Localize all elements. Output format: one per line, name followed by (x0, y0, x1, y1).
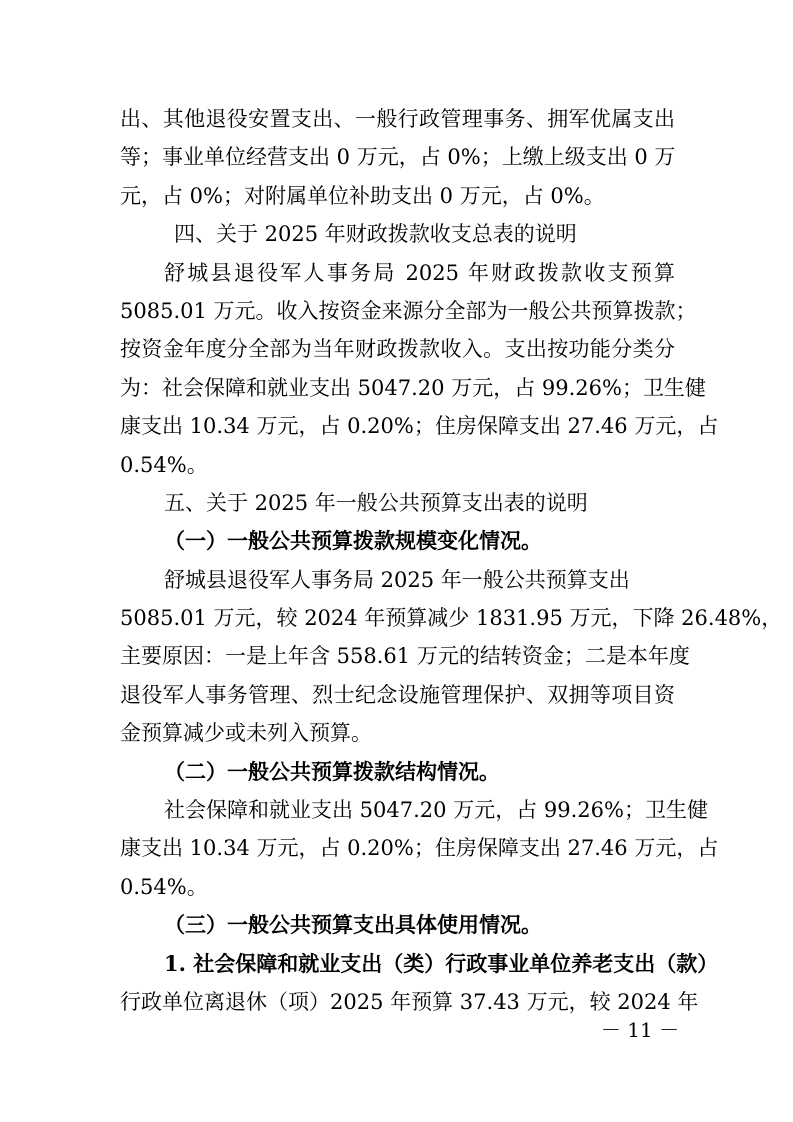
document-body (120, 100, 783, 1021)
item-heading-1: 1. 社会保障和就业支出（类）行政事业单位养老支出（款） (164, 950, 719, 976)
paragraph-line: 5085.01 万元。收入按资金来源分全部为一般公共预算拨款； (120, 298, 697, 323)
paragraph-line: 舒城县退役军人事务局 2025 年财政拨款收支预算 (164, 260, 675, 285)
paragraph-line: 等；事业单位经营支出 0 万元，占 0%；上缴上级支出 0 万 (120, 145, 676, 170)
subsection-heading-1: （一）一般公共预算拨款规模变化情况。 (164, 528, 542, 554)
subsection-heading-3: （三）一般公共预算支出具体使用情况。 (164, 912, 542, 938)
paragraph-line: 康支出 10.34 万元，占 0.20%；住房保障支出 27.46 万元，占 (120, 836, 719, 861)
page-number: － 11 － (600, 1018, 680, 1042)
paragraph-line: 行政单位离退休（项）2025 年预算 37.43 万元，较 2024 年 (120, 989, 699, 1014)
paragraph-line: 主要原因：一是上年含 558.61 万元的结转资金；二是本年度 (120, 644, 690, 669)
paragraph-line: 舒城县退役军人事务局 2025 年一般公共预算支出 (164, 567, 630, 592)
paragraph-line: 按资金年度分全部为当年财政拨款收入。支出按功能分类分 (120, 337, 675, 362)
paragraph-line: 为：社会保障和就业支出 5047.20 万元，占 99.26%；卫生健 (120, 375, 706, 400)
paragraph-line: 康支出 10.34 万元，占 0.20%；住房保障支出 27.46 万元，占 (120, 414, 719, 439)
paragraph-line: 0.54%。 (120, 874, 208, 899)
subsection-heading-2: （二）一般公共预算拨款结构情况。 (164, 758, 500, 784)
paragraph-line: 金预算减少或未列入预算。 (120, 721, 372, 746)
paragraph-line: 退役军人事务管理、烈士纪念设施管理保护、双拥等项目资 (120, 682, 675, 707)
paragraph-line: 0.54%。 (120, 452, 208, 477)
paragraph-line: 出、其他退役安置支出、一般行政管理事务、拥军优属支出 (120, 107, 675, 131)
paragraph-line: 5085.01 万元，较 2024 年预算减少 1831.95 万元，下降 26.48%， (120, 606, 783, 631)
paragraph-line: 社会保障和就业支出 5047.20 万元，占 99.26%；卫生健 (164, 798, 708, 823)
section-heading-5: 五、关于 2025 年一般公共预算支出表的说明 (164, 490, 588, 515)
paragraph-line: 元，占 0%；对附属单位补助支出 0 万元，占 0%。 (120, 183, 605, 208)
section-heading-4: 四、关于 2025 年财政拨款收支总表的说明 (174, 222, 577, 247)
